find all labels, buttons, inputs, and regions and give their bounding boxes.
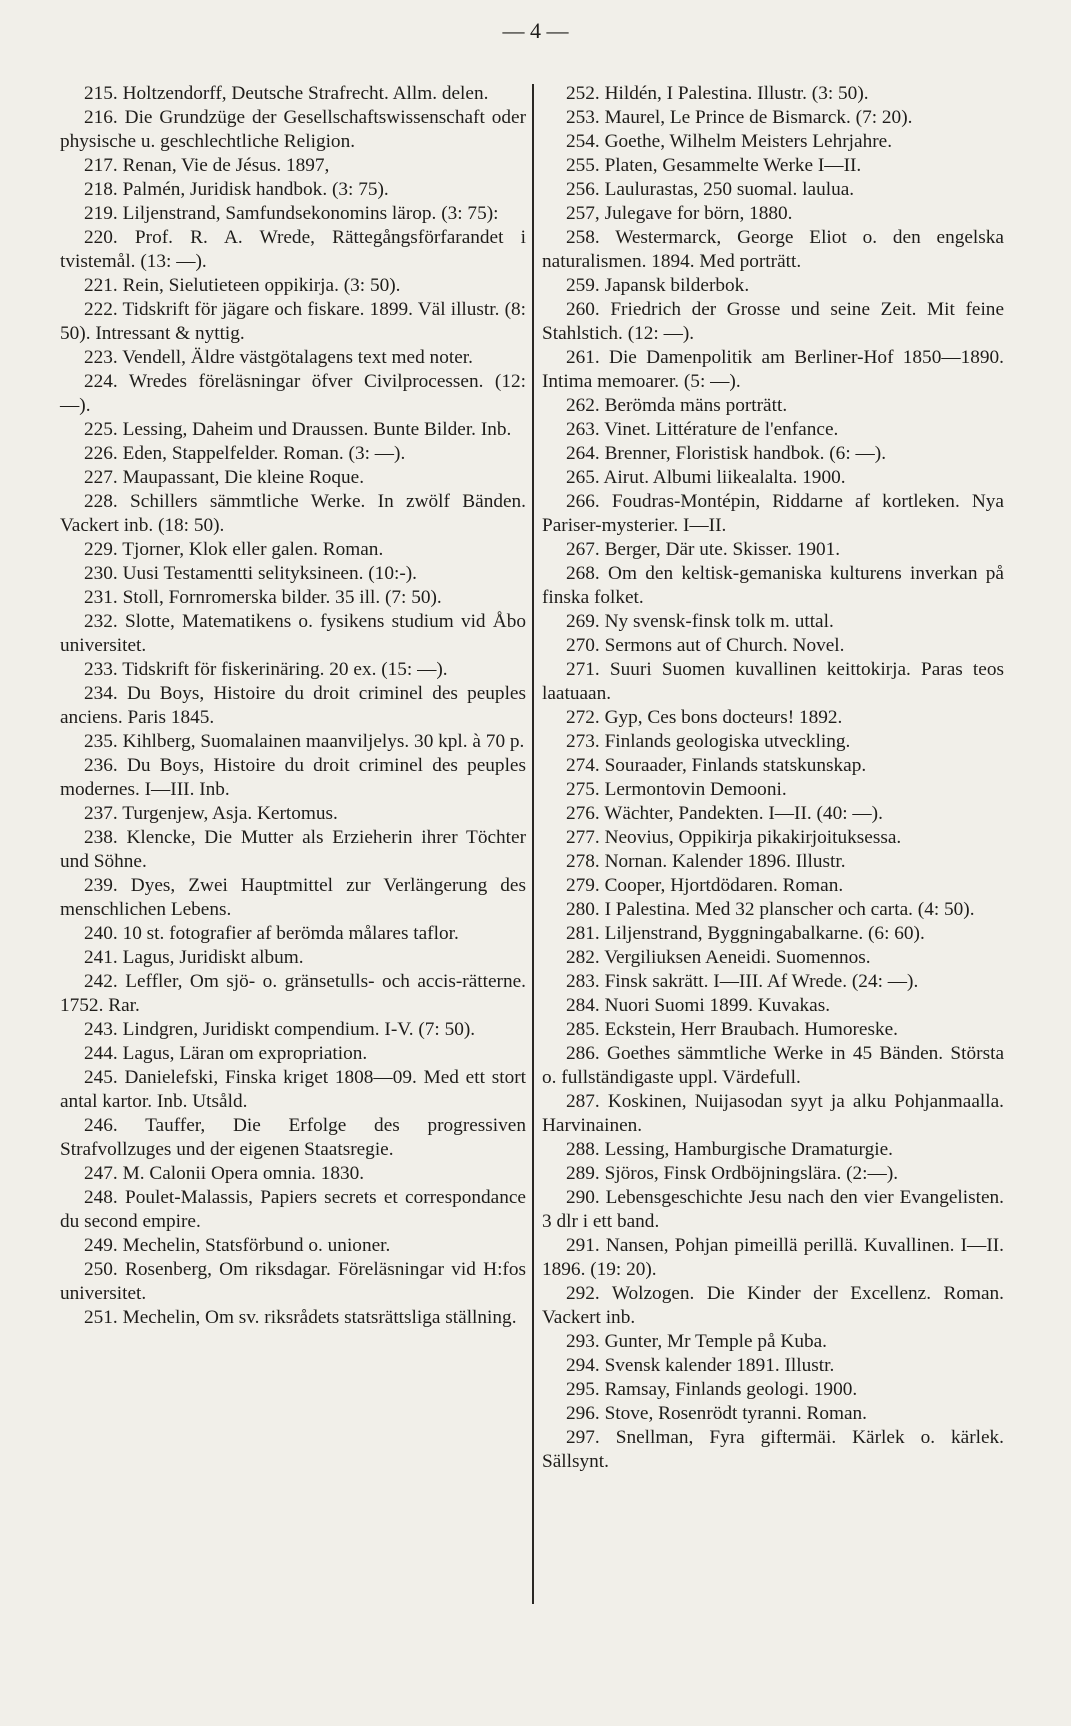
catalog-entry: 261. Die Damenpolitik am Berliner-Hof 1850—1890. Intima memoarer. (5: —). [542,347,1004,392]
catalog-entry: 286. Goethes sämmtliche Werke in 45 Bänden. Största o. fullständigaste uppl. Värdefull. [542,1043,1004,1088]
catalog-entry: 281. Liljenstrand, Byggningabalkarne. (6: 60). [566,923,925,944]
catalog-entry: 278. Nornan. Kalender 1896. Illustr. [566,851,846,872]
catalog-entry: 284. Nuori Suomi 1899. Kuvakas. [566,995,831,1016]
catalog-entry: 295. Ramsay, Finlands geologi. 1900. [566,1379,858,1400]
catalog-entry: 270. Sermons aut of Church. Novel. [566,635,845,656]
catalog-entry: 253. Maurel, Le Prince de Bismarck. (7: 20). [566,107,913,128]
catalog-entry: 222. Tidskrift för jägare och fiskare. 1899. Väl illustr. (8: 50). Intressant & nyttig. [60,299,526,344]
catalog-entry: 224. Wredes föreläsningar öfver Civilprocessen. (12: —). [60,371,526,416]
catalog-entry: 271. Suuri Suomen kuvallinen keittokirja. Paras teos laatuaan. [542,659,1004,704]
catalog-entry: 296. Stove, Rosenrödt tyranni. Roman. [566,1403,867,1424]
catalog-entry: 277. Neovius, Oppikirja pikakirjoituksessa. [566,827,902,848]
catalog-entry: 288. Lessing, Hamburgische Dramaturgie. [566,1139,893,1160]
catalog-entry: 221. Rein, Sielutieteen oppikirja. (3: 50). [84,275,401,296]
catalog-entry: 230. Uusi Testamentti selityksineen. (10:-). [84,563,417,584]
catalog-entry: 257, Julegave for börn, 1880. [566,203,793,224]
catalog-entry: 250. Rosenberg, Om riksdagar. Föreläsningar vid H:fos universitet. [60,1259,526,1304]
catalog-entry: 247. M. Calonii Opera omnia. 1830. [84,1163,365,1184]
catalog-entry: 276. Wächter, Pandekten. I—II. (40: —). [566,803,883,824]
catalog-entry: 246. Tauffer, Die Erfolge des progressiven Strafvollzuges und der eigenen Staatsregie. [60,1115,526,1160]
catalog-entry: 244. Lagus, Läran om expropriation. [84,1043,368,1064]
catalog-entry: 269. Ny svensk-finsk tolk m. uttal. [566,611,834,632]
catalog-entry: 260. Friedrich der Grosse und seine Zeit. Mit feine Stahlstich. (12: —). [542,299,1004,344]
catalog-entry: 282. Vergiliuksen Aeneidi. Suomennos. [566,947,871,968]
catalog-entry: 219. Liljenstrand, Samfundsekonomins lärор. (3: 75): [84,203,499,224]
catalog-entry: 280. I Palestina. Med 32 planscher och carta. (4: 50). [566,899,975,920]
catalog-entry: 263. Vinet. Littérature de l'enfance. [566,419,839,440]
catalog-entry: 215. Holtzendorff, Deutsche Strafrecht. Allm. delen. [84,83,489,104]
catalog-entry: 275. Lermontovin Demooni. [566,779,787,800]
catalog-entry: 231. Stoll, Fornromerska bilder. 35 ill. (7: 50). [84,587,442,608]
catalog-entry: 268. Om den keltisk-gemaniska kulturens inverkan på finska folket. [542,563,1004,608]
catalog-entry: 254. Goethe, Wilhelm Meisters Lehrjahre. [566,131,893,152]
catalog-entry: 289. Sjöros, Finsk Ordböjningslära. (2:—). [566,1163,899,1184]
catalog-entry: 249. Mechelin, Statsförbund o. unioner. [84,1235,391,1256]
left-column [60,82,526,1330]
catalog-entry: 251. Mechelin, Om sv. riksrådets statsrättsliga ställning. [84,1307,517,1328]
catalog-entry: 225. Lessing, Daheim und Draussen. Bunte Bilder. Inb. [84,419,512,440]
catalog-entry: 229. Tjorner, Klok eller galen. Roman. [84,539,384,560]
catalog-entry: 245. Danielefski, Finska kriget 1808—09. Med ett stort antal kartor. Inb. Utsåld. [60,1067,526,1112]
catalog-entry: 291. Nansen, Pohjan pimeillä perillä. Kuvallinen. I—II. 1896. (19: 20). [542,1235,1004,1280]
page-number: — 4 — [502,18,569,43]
catalog-entry: 227. Maupassant, Die kleine Roque. [84,467,365,488]
catalog-entry: 239. Dyes, Zwei Hauptmittel zur Verlängerung des menschlichen Lebens. [60,875,526,920]
catalog-entry: 234. Du Boys, Histoire du droit criminel des peuples anciens. Paris 1845. [60,683,526,728]
catalog-entry: 235. Kihlberg, Suomalainen maanviljelys. 30 kpl. à 70 p. [84,731,525,752]
catalog-entry: 272. Gyp, Ces bons docteurs! 1892. [566,707,843,728]
catalog-entry: 218. Palmén, Juridisk handbok. (3: 75). [84,179,389,200]
catalog-entry: 238. Klencke, Die Mutter als Erzieherin ihrer Töchter und Söhne. [60,827,526,872]
catalog-entry: 240. 10 st. fotografier af berömda målares taflor. [84,923,459,944]
catalog-entry: 279. Cooper, Hjortdödaren. Roman. [566,875,844,896]
catalog-entry: 274. Souraader, Finlands statskunskap. [566,755,867,776]
catalog-entry: 267. Berger, Där ute. Skisser. 1901. [566,539,841,560]
catalog-entry: 223. Vendell, Äldre västgötalagens text med noter. [84,347,473,368]
catalog-entry: 216. Die Grundzüge der Gesellschaftswissenschaft oder physische u. geschlechtliche Religion. [60,107,526,152]
catalog-entry: 241. Lagus, Juridiskt album. [84,947,304,968]
catalog-entry: 266. Foudras-Montépin, Riddarne af kortleken. Nya Pariser-mysterier. I—II. [542,491,1004,536]
catalog-entry: 294. Svensk kalender 1891. Illustr. [566,1355,835,1376]
catalog-entry: 243. Lindgren, Juridiskt compendium. I-V. (7: 50). [84,1019,476,1040]
catalog-entry: 237. Turgenjew, Asja. Kertomus. [84,803,338,824]
right-column [542,82,1004,1474]
catalog-entry: 290. Lebensgeschichte Jesu nach den vier Evangelisten. 3 dlr i ett band. [542,1187,1004,1232]
catalog-entry: 242. Leffler, Om sjö- o. gränsetulls- och accis-rätterne. 1752. Rar. [60,971,526,1016]
catalog-entry: 292. Wolzogen. Die Kinder der Excellenz. Roman. Vackert inb. [542,1283,1004,1328]
catalog-entry: 262. Berömda mäns porträtt. [566,395,788,416]
catalog-entry: 226. Eden, Stappelfelder. Roman. (3: —). [84,443,406,464]
catalog-entry: 256. Laulurastas, 250 suomal. laulua. [566,179,855,200]
catalog-entry: 297. Snellman, Fyra giftermäi. Kärlek o. kärlek. Sällsynt. [542,1427,1004,1472]
catalog-entry: 248. Poulet-Malassis, Papiers secrets et correspondance du second empire. [60,1187,526,1232]
catalog-entry: 283. Finsk sakrätt. I—III. Af Wrede. (24: —). [566,971,919,992]
catalog-entry: 287. Koskinen, Nuijasodan syyt ja alku Pohjanmaalla. Harvinainen. [542,1091,1004,1136]
catalog-entry: 232. Slotte, Matematikens o. fysikens studium vid Åbo universitet. [60,611,526,656]
catalog-entry: 293. Gunter, Mr Temple på Kuba. [566,1331,827,1352]
catalog-entry: 273. Finlands geologiska utveckling. [566,731,851,752]
catalog-entry: 264. Brenner, Floristisk handbok. (6: —). [566,443,887,464]
catalog-entry: 217. Renan, Vie de Jésus. 1897, [84,155,330,176]
catalog-entry: 265. Airut. Albumi liikealalta. 1900. [566,467,846,488]
column-divider [532,84,534,1604]
catalog-entry: 233. Tidskrift för fiskerinäring. 20 ex. (15: —). [84,659,448,680]
catalog-entry: 259. Japansk bilderbok. [566,275,750,296]
catalog-entry: 285. Eckstein, Herr Braubach. Humoreske. [566,1019,898,1040]
catalog-entry: 258. Westermarck, George Eliot o. den engelska naturalismen. 1894. Med porträtt. [542,227,1004,272]
catalog-entry: 236. Du Boys, Histoire du droit criminel des peuples modernes. I—III. Inb. [60,755,526,800]
catalog-entry: 252. Hildén, I Palestina. Illustr. (3: 50). [566,83,869,104]
catalog-entry: 228. Schillers sämmtliche Werke. In zwölf Bänden. Vackert inb. (18: 50). [60,491,526,536]
catalog-entry: 220. Prof. R. A. Wrede, Rättegångsförfarandet i tvistemål. (13: —). [60,227,526,272]
catalog-entry: 255. Platen, Gesammelte Werke I—II. [566,155,862,176]
